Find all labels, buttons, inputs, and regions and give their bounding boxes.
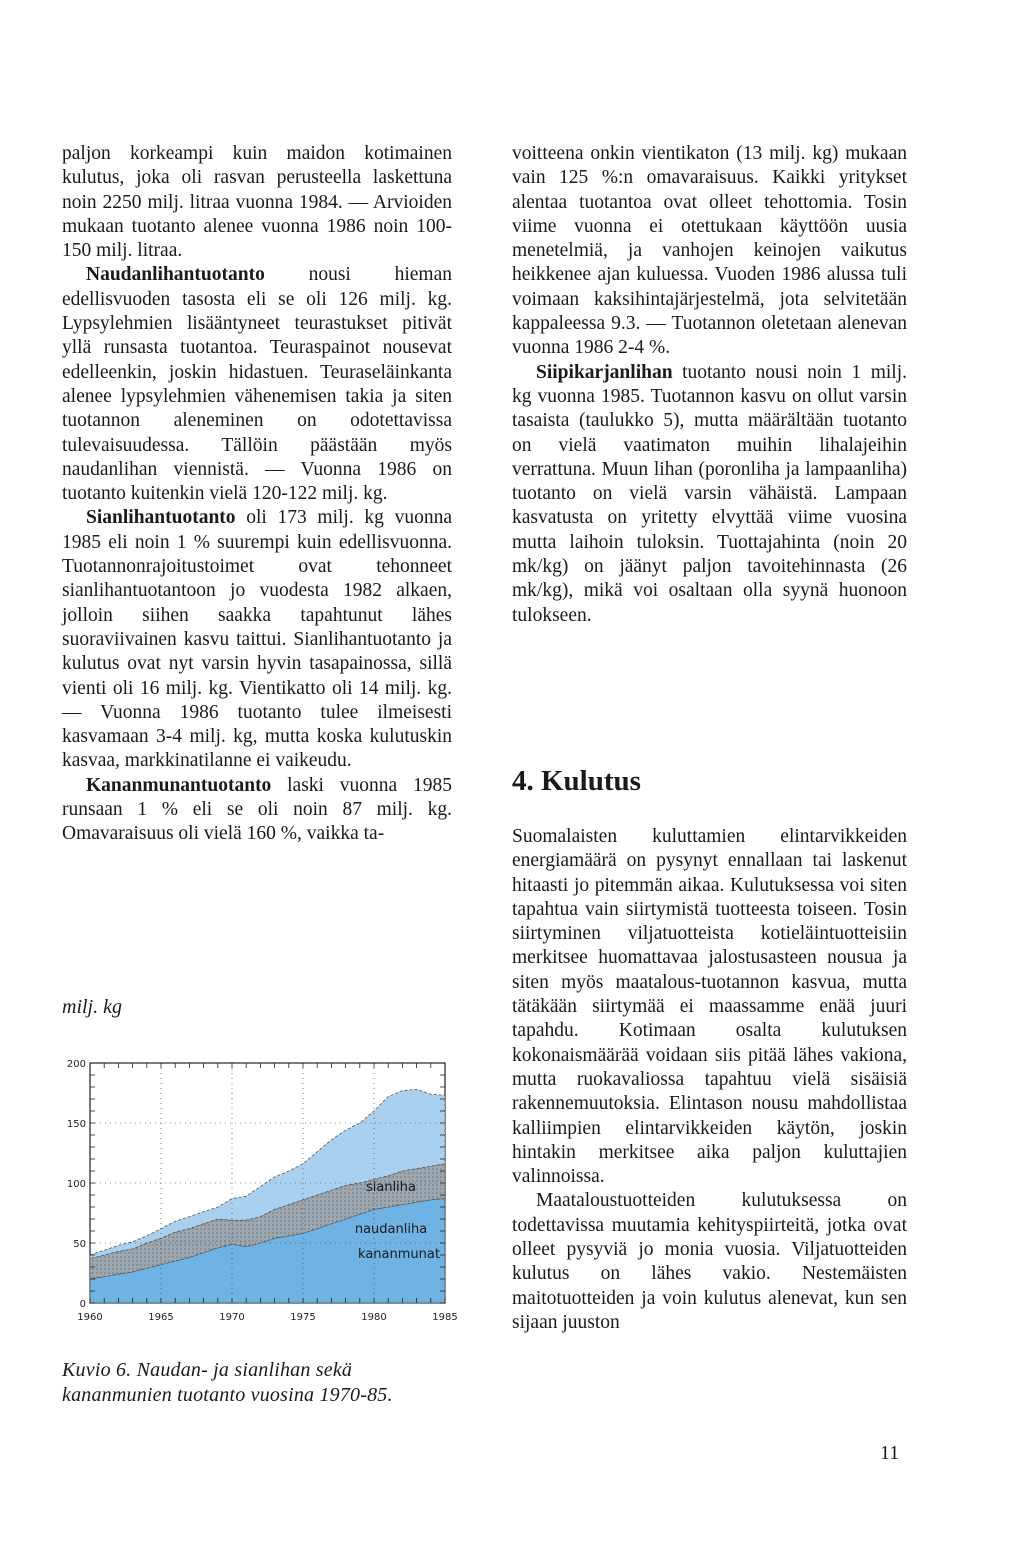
y-tick-label-0: 0 [79,1299,86,1310]
beef-text: nousi hieman edellisvuoden tasosta eli se oli 126 milj. kg. Lypsylehmien lisääntyneet teurastukset pitivät yllä runsasta tuotantoa. Teuraspainot nousevat edelleenkin, joskin hidastuen. Teuraseläinkanta alenee lypsylehmien vähenemisen takia ja siten tuotannon aleneminen on odotettavissa tulevaisuudessa. Tällöin päästään myös naudanlihan viennistä. — Vuonna 1986 on tuotanto kuitenkin vielä 120-122 milj. kg. [62,264,452,505]
paragraph-trends: Maataloustuotteiden kulutuksessa on todettavissa muutamia kehityspiirteitä, jotka ovat olleet pysyviä jo monia vuosia. Viljatuotteiden kulutus on lähes vakio. Nestemäisten maitotuotteiden ja voin kulutus alenevat, kun sen sijaan juuston [512,1190,907,1333]
section-heading: 4. Kulutus [512,765,641,797]
paragraph-poultry [512,361,907,628]
x-tick-label-1970: 1970 [219,1312,245,1323]
series-label-kananmunat: kananmunat [358,1247,440,1262]
eggs-text: laski vuonna 1985 runsaan 1 % eli se oli noin 87 milj. kg. Omavaraisuus oli vielä 160 %, vaikka ta- [62,774,452,845]
paragraph-milk: paljon korkeampi kuin maidon kotimainen kulutus, joka oli rasvan perusteella laskettuna noin 2250 milj. litraa vuonna 1984. — Arvioiden mukaan tuotanto alenee vuonna 1986 noin 100-150 milj. litraa. [62,143,452,262]
x-tick-label-1975: 1975 [290,1312,316,1323]
eggs-term: Kananmunantuotanto [86,774,272,796]
x-tick-label-1965: 1965 [148,1312,174,1323]
y-tick-label-100: 100 [66,1179,86,1190]
paragraph-beef [62,263,452,506]
y-tick-label-200: 200 [66,1059,86,1070]
chart-y-axis-label: milj. kg [62,996,122,1018]
production-chart [40,1040,470,1330]
y-tick-label-150: 150 [66,1119,86,1130]
pork-term: Sianlihantuotanto [86,507,236,529]
series-label-sianliha: sianliha [365,1180,417,1195]
beef-term: Naudanlihantuotanto [86,264,265,286]
paragraph-eggs [62,774,452,847]
x-tick-label-1980: 1980 [361,1312,387,1323]
pork-text: oli 173 milj. kg vuonna 1985 eli noin 1 % suurempi kuin edellisvuonna. Tuotannonrajoitustoimet ovat tehonneet sianlihantuotantoon jo vuodesta 1982 alkaen, jolloin siihen saakka tapahtunut lähes suoraviivainen kasvu taittui. Sianlihantuotanto ja kulutus ovat nyt varsin hyvin tasapainossa, sillä vienti oli 16 milj. kg. Vientikatto oli 14 milj. kg. — Vuonna 1986 tuotanto tulee ilmeisesti kasvamaan 3-4 milj. kg, mutta koska kulutuskin kasvaa, markkinatilanne ei vaikeudu. [62,507,452,772]
y-tick-label-50: 50 [73,1239,86,1250]
paragraph-pork [62,506,452,773]
right-column-lower [512,825,907,1335]
poultry-text: tuotanto nousi noin 1 milj. kg vuonna 1985. Tuotannon kasvu on ollut varsin tasaista (taulukko 5), mutta määrältään tuotanto on vielä vaatimaton muihin lihalajeihin verrattuna. Muun lihan (poronliha ja lampaanliha) tuotanto on vielä varsin vähäistä. Lampaan kasvatusta on yritetty elvyttää viime vuosina mutta laihoin tuloksin. Tuottajahinta (noin 20 mk/kg) on jäänyt paljon tavoitehinnasta (26 mk/kg), mikä voi osaltaan olla syynä huonoon tulokseen. [512,361,907,626]
x-tick-label-1985: 1985 [432,1312,458,1323]
figure-caption: Kuvio 6. Naudan- ja sianlihan sekä kananmunien tuotanto vuosina 1970-85. [62,1359,393,1406]
page-number: 11 [880,1442,900,1464]
x-tick-label-1960: 1960 [77,1312,103,1323]
series-label-naudanliha: naudanliha [354,1222,428,1237]
right-column-upper [512,142,907,628]
paragraph-consumption: Suomalaisten kuluttamien elintarvikkeiden energiamäärä on pysynyt ennallaan tai laskenut hitaasti jo pitemmän aikaa. Kulutuksessa voi siten tapahtua vain siirtymistä tuotteesta toiseen. Tosin siirtyminen viljatuotteista kotieläintuotteisiin merkitsee huomattavaa jalostusasteen nousua ja siten myös maatalous-tuotannon kasvua, mutta tätäkään siirtymää ei maassamme enää juuri tapahdu. Kotimaan osalta kulutuksen kokonaismäärää voidaan siis pitää lähes vakiona, mutta ruokavaliossa tapahtuu vielä sisäisiä rakennemuutoksia. Elintason nousu mahdollistaa kalliimpien elintarvikkeiden käytön, joskin hintakin merkitsee aika paljon kuluttajien valinnoissa. [512,826,907,1188]
left-column [62,142,452,847]
poultry-term: Siipikarjanlihan [536,361,673,383]
paragraph-eggs-cont: voitteena onkin vientikaton (13 milj. kg) mukaan vain 125 %:n omavaraisuus. Kaikki yritykset alentaa tuotantoa ovat olleet tehottomia. Tosin viime vuonna ei otettukaan käyttöön uusia menetelmiä, ja vanhojen keinojen vaikutus heikkenee ajan kuluessa. Vuoden 1986 alussa tuli voimaan kaksihintajärjestelmä, jota selvitetään kappaleessa 9.3. — Tuotannon oletetaan alenevan vuonna 1986 2-4 %. [512,143,907,359]
